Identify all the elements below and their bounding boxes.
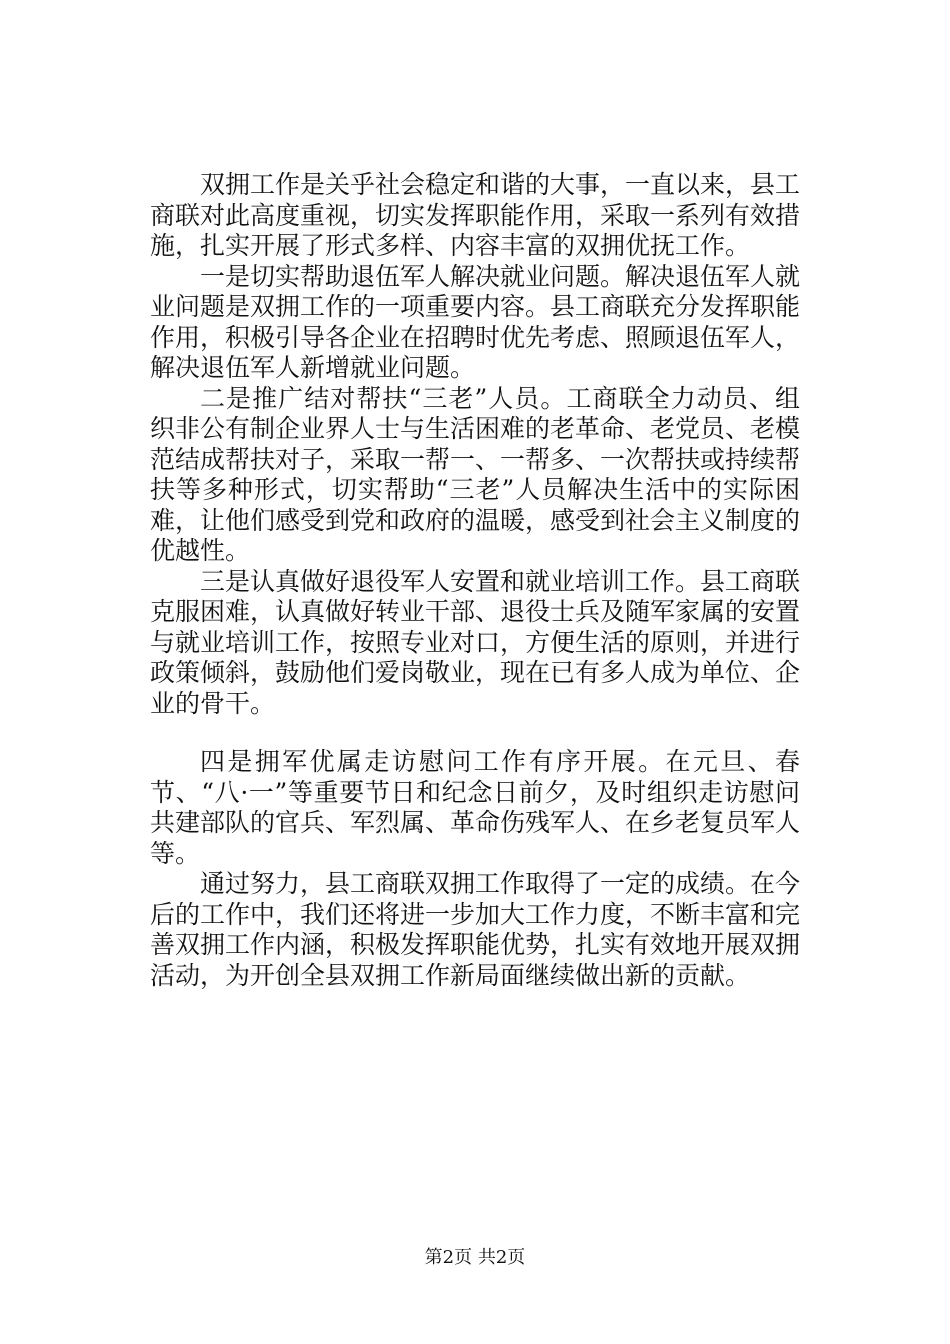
- paragraph-intro: 双拥工作是关乎社会稳定和谐的大事，一直以来，县工商联对此高度重视，切实发挥职能作用，采取一系列有效措施，扎实开展了形式多样、内容丰富的双拥优抚工作。: [150, 170, 801, 260]
- paragraph-point-one: 一是切实帮助退伍军人解决就业问题。解决退伍军人就业问题是双拥工作的一项重要内容。县工商联充分发挥职能作用，积极引导各企业在招聘时优先考虑、照顾退伍军人，解决退伍军人新增就业问题。: [150, 261, 801, 382]
- paragraph-point-three: 三是认真做好退役军人安置和就业培训工作。县工商联克服困难，认真做好转业干部、退役士兵及随军家属的安置与就业培训工作，按照专业对口，方便生活的原则，并进行政策倾斜，鼓励他们爱岗敬业，现在已有多人成为单位、企业的骨干。: [150, 566, 801, 718]
- document-body: [150, 170, 800, 991]
- paragraph-point-two: 二是推广结对帮扶“三老”人员。工商联全力动员、组织非公有制企业界人士与生活困难的老革命、老党员、老模范结成帮扶对子，采取一帮一、一帮多、一次帮扶或持续帮扶等多种形式，切实帮助“三老”人员解决生活中的实际困难，让他们感受到党和政府的温暖，感受到社会主义制度的优越性。: [150, 383, 801, 565]
- paragraph-point-four: 四是拥军优属走访慰问工作有序开展。在元旦、春节、“八·一”等重要节日和纪念日前夕，及时组织走访慰问共建部队的官兵、军烈属、革命伤残军人、在乡老复员军人等。: [150, 747, 801, 868]
- page-number-footer: 第2页 共2页: [424, 1247, 526, 1268]
- paragraph-conclusion: 通过努力，县工商联双拥工作取得了一定的成绩。在今后的工作中，我们还将进一步加大工作力度，不断丰富和完善双拥工作内涵，积极发挥职能优势，扎实有效地开展双拥活动，为开创全县双拥工作新局面继续做出新的贡献。: [150, 869, 801, 990]
